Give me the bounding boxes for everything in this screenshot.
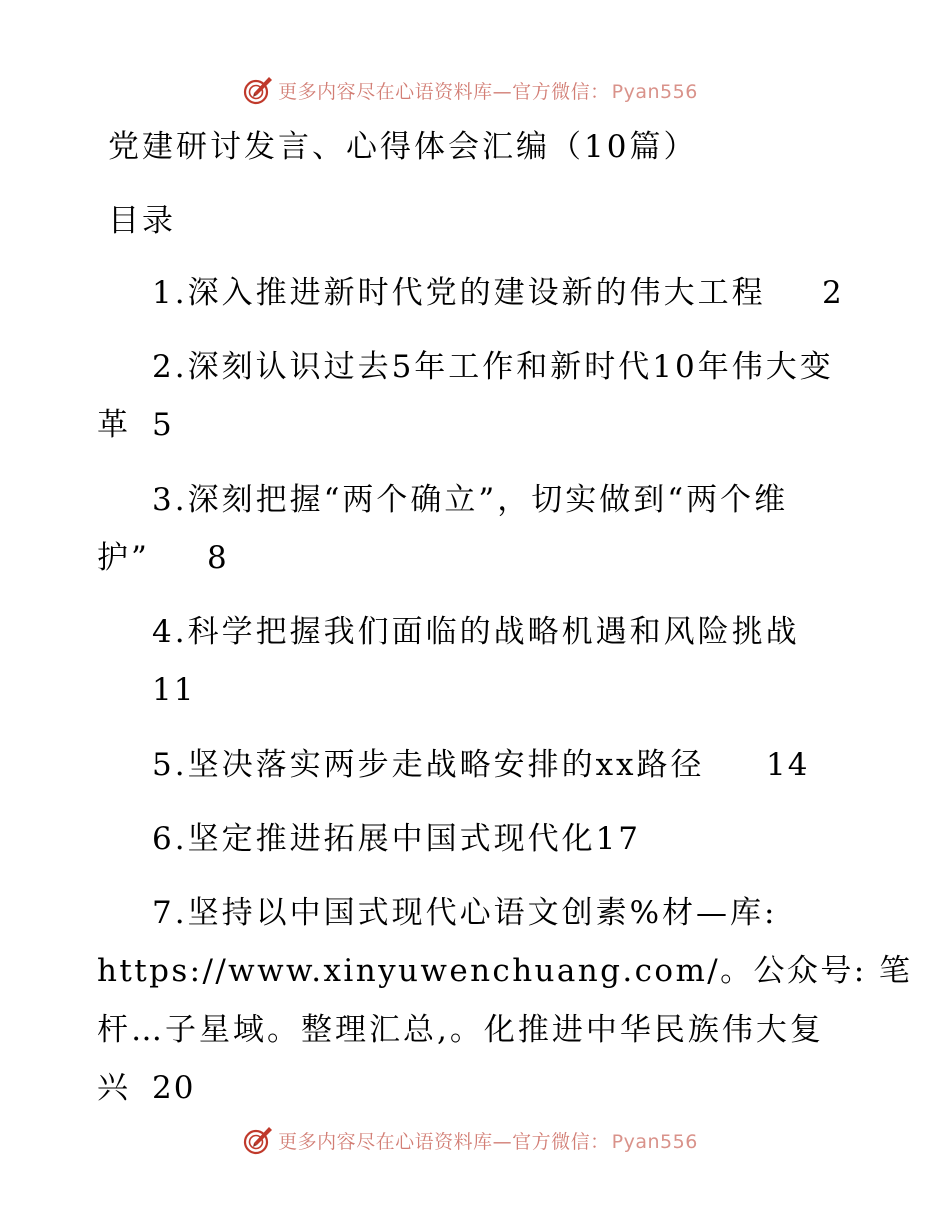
toc-page-number: 2 bbox=[822, 275, 844, 311]
toc-page-number: 11 bbox=[152, 672, 196, 708]
pen-logo-icon bbox=[242, 74, 274, 106]
toc-item-2-continuation: 革 bbox=[97, 407, 131, 443]
toc-page-number: 5 bbox=[152, 407, 174, 443]
toc-item-5: 5.坚决落实两步走战略安排的xx路径 bbox=[152, 747, 705, 783]
document-title: 党建研讨发言、心得体会汇编（10篇） bbox=[108, 129, 698, 165]
toc-item-3: 3.深刻把握“两个确立”，切实做到“两个维 bbox=[152, 482, 789, 518]
toc-item-3-continuation: 护” bbox=[97, 540, 150, 576]
watermark-text: 更多内容尽在心语资料库—官方微信： Pyan556 bbox=[278, 80, 698, 103]
toc-item-7: 7.坚持以中国式现代心语文创素%材—库: bbox=[152, 895, 778, 931]
toc-item-7-line-3: 杆…子星域。整理汇总,。化推进中华民族伟大复 bbox=[97, 1012, 824, 1048]
watermark-header bbox=[0, 72, 950, 108]
watermark-footer bbox=[0, 1122, 950, 1158]
toc-page-number: 20 bbox=[152, 1070, 196, 1106]
toc-item-2: 2.深刻认识过去5年工作和新时代10年伟大变 bbox=[152, 349, 834, 385]
pen-logo-icon bbox=[242, 1124, 274, 1156]
toc-item-7-line-4: 兴 bbox=[97, 1070, 131, 1106]
toc-item-4: 4.科学把握我们面临的战略机遇和风险挑战 bbox=[152, 614, 800, 650]
toc-item-7-line-2: https://www.xinyuwenchuang.com/。公众号: 笔 bbox=[97, 953, 913, 989]
toc-page-number: 14 bbox=[766, 747, 810, 783]
watermark-text: 更多内容尽在心语资料库—官方微信： Pyan556 bbox=[278, 1130, 698, 1153]
toc-page-number: 8 bbox=[207, 540, 229, 576]
toc-item-1: 1.深入推进新时代党的建设新的伟大工程 bbox=[152, 275, 766, 311]
toc-item-6: 6.坚定推进拓展中国式现代化17 bbox=[152, 821, 642, 857]
toc-heading: 目录 bbox=[108, 203, 176, 239]
